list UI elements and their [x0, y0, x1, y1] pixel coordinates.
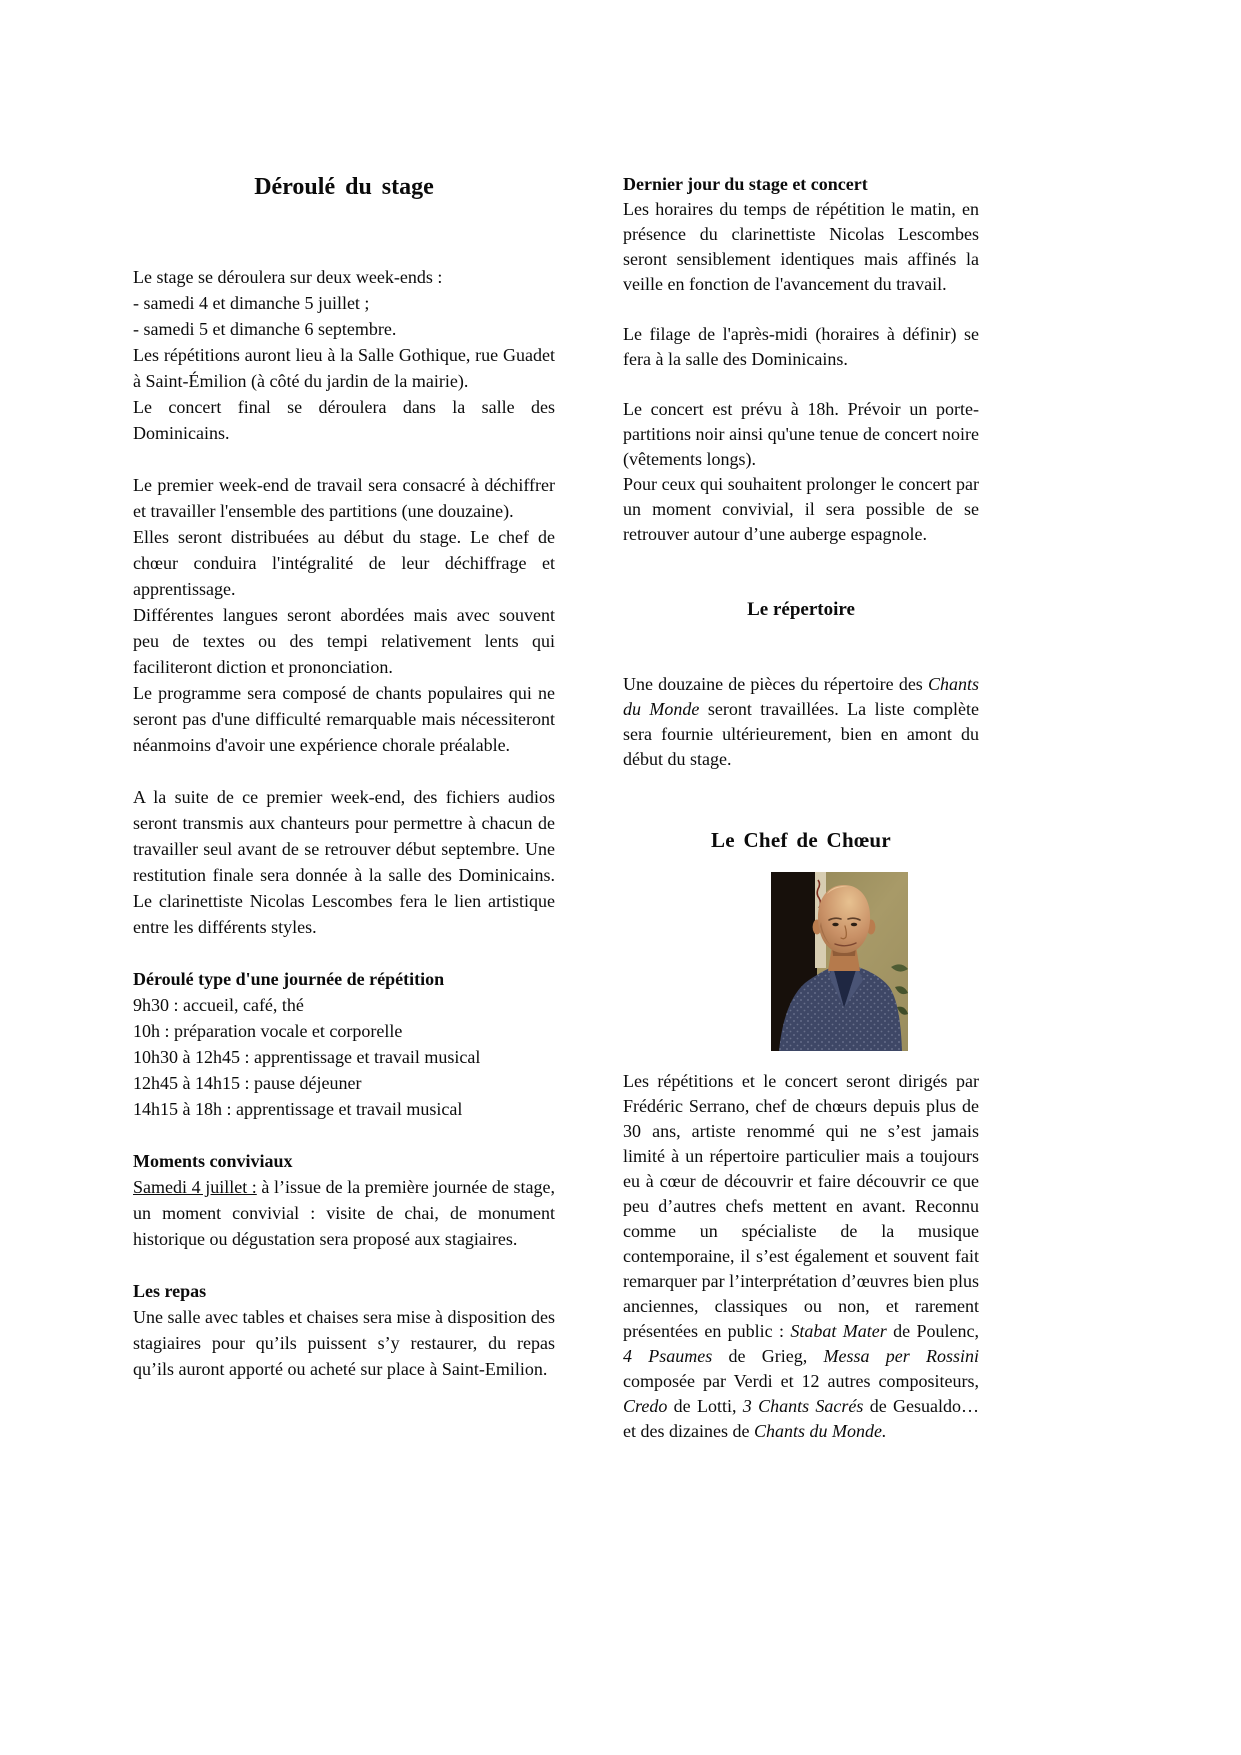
intro-line-1: Le stage se déroulera sur deux week-ends :	[133, 267, 443, 287]
paragraph-les-repas: Une salle avec tables et chaises sera mise à disposition des stagiaires pour qu’ils puissent s’y restaurer, du repas qu’ils auront apporté ou acheté sur place à Saint-Emilion.	[133, 1307, 555, 1379]
paragraph-convivial: Pour ceux qui souhaitent prolonger le concert par un moment convivial, il sera possible de se retrouver autour d’une auberge espagnole.	[623, 474, 979, 544]
bio-work-psaumes: 4 Psaumes	[623, 1346, 713, 1366]
heading-journee-repetition: Déroulé type d'une journée de répétition	[133, 969, 445, 989]
paragraph-horaires: Les horaires du temps de répétition le matin, en présence du clarinettiste Nicolas Lescombes seront sensiblement identiques mais affinés la veille en fonction de l'avancement du travail.	[623, 199, 979, 294]
paragraph-langues: Différentes langues seront abordées mais avec souvent peu de textes ou des tempi relativement lents qui faciliteront diction et prononciation.	[133, 605, 555, 677]
paragraph-salle-gothique: Les répétitions auront lieu à la Salle Gothique, rue Guadet à Saint-Émilion (à côté du jardin de la mairie).	[133, 345, 555, 391]
left-column	[133, 172, 555, 1382]
intro-line-2: - samedi 4 et dimanche 5 juillet ;	[133, 293, 370, 313]
paragraph-premier-weekend: Le premier week-end de travail sera consacré à déchiffrer et travailler l'ensemble des partitions (une douzaine).	[133, 475, 555, 521]
chef-photo	[771, 872, 908, 1051]
heading-chef-de-choeur: Le Chef de Chœur	[710, 828, 892, 852]
bio-work-messa: Messa per Rossini	[823, 1346, 979, 1366]
schedule-item-5: 14h15 à 18h : apprentissage et travail musical	[133, 1099, 463, 1119]
schedule-item-2: 10h : préparation vocale et corporelle	[133, 1021, 403, 1041]
bio-work-stabat-mater: Stabat Mater	[790, 1321, 887, 1341]
bio-work-credo: Credo	[623, 1396, 668, 1416]
repertoire-text-2: seront travaillées. La liste complète sera fournie ultérieurement, bien en amont du début du stage.	[623, 699, 979, 769]
schedule-item-1: 9h30 : accueil, café, thé	[133, 995, 304, 1015]
heading-moments-conviviaux: Moments conviviaux	[133, 1151, 293, 1171]
moments-text: à l’issue de la première journée de stage, un moment convivial : visite de chai, de monument historique ou dégustation sera proposé aux stagiaires.	[133, 1177, 555, 1249]
page-title: Déroulé du stage	[254, 174, 434, 200]
paragraph-concert-final: Le concert final se déroulera dans la salle des Dominicains.	[133, 397, 555, 443]
schedule-item-3: 10h30 à 12h45 : apprentissage et travail musical	[133, 1047, 481, 1067]
right-column	[623, 172, 979, 1444]
paragraph-distribution: Elles seront distribuées au début du stage. Le chef de chœur conduira l'intégralité de leur déchiffrage et apprentissage.	[133, 527, 555, 599]
paragraph-programme: Le programme sera composé de chants populaires qui ne seront pas d'une difficulté remarquable mais nécessiteront néanmoins d'avoir une expérience chorale préalable.	[133, 683, 555, 755]
paragraph-fichiers-audio: A la suite de ce premier week-end, des fichiers audios seront transmis aux chanteurs pour permettre à chacun de travailler seul avant de se retrouver début septembre. Une restitution finale sera donnée à la salle des Dominicains. Le clarinettiste Nicolas Lescombes fera le lien artistique entre les différents styles.	[133, 787, 555, 937]
paragraph-filage: Le filage de l'après-midi (horaires à définir) se fera à la salle des Dominicains.	[623, 324, 979, 369]
underlined-date: Samedi 4 juillet :	[133, 1177, 257, 1197]
bio-text: Les répétitions et le concert seront dirigés par Frédéric Serrano, chef de chœurs depuis plus de 30 ans, artiste renommé qui ne s’est jamais limité à un répertoire particulier mais a toujours eu à cœur de découvrir et faire découvrir ce que peu d’autres chefs mettent en avant. Reconnu comme un spécialiste de la musique contemporaine, il s’est également et souvent fait remarquer par l’interprétation d’œuvres bien plus anciennes, classiques ou non, et rarement présentées en public :	[623, 1071, 979, 1341]
repertoire-text: Une douzaine de pièces du répertoire des	[623, 674, 928, 694]
paragraph-moments-conviviaux	[133, 1174, 555, 1252]
paragraph-concert-18h: Le concert est prévu à 18h. Prévoir un porte-partitions noir ainsi qu'une tenue de concert noire (vêtements longs).	[623, 399, 979, 469]
heading-repertoire: Le répertoire	[747, 599, 855, 620]
heading-les-repas: Les repas	[133, 1281, 207, 1301]
repertoire-italic-title: Chants du Monde	[623, 674, 979, 719]
paragraph-repertoire	[623, 672, 979, 772]
paragraph-chef-bio: Les répétitions et le concert seront dirigés par Frédéric Serrano, chef de chœurs depuis plus de 30 ans, artiste renommé qui ne s’est jamais limité à un répertoire particulier mais a toujours eu à cœur de découvrir et faire découvrir ce que peu d’autres chefs mettent en avant. Reconnu comme un spécialiste de la musique contemporaine, il s’est également et souvent fait remarquer par l’interprétation d’œuvres bien plus anciennes, classiques ou non, et rarement présentées en public : Stabat Mater de Poulenc, 4 Psaumes de Grieg, Messa per Rossini composée par Verdi et 12 autres compositeurs, Credo de Lotti, 3 Chants Sacrés de Gesualdo… et des dizaines de Chants du Monde.	[623, 1071, 979, 1441]
bio-work-chants-du-monde: Chants du Monde.	[753, 1421, 887, 1441]
intro-line-3: - samedi 5 et dimanche 6 septembre.	[133, 319, 397, 339]
schedule-item-4: 12h45 à 14h15 : pause déjeuner	[133, 1073, 362, 1093]
bio-work-chants-sacres: 3 Chants Sacrés	[742, 1396, 864, 1416]
heading-dernier-jour: Dernier jour du stage et concert	[623, 174, 868, 194]
